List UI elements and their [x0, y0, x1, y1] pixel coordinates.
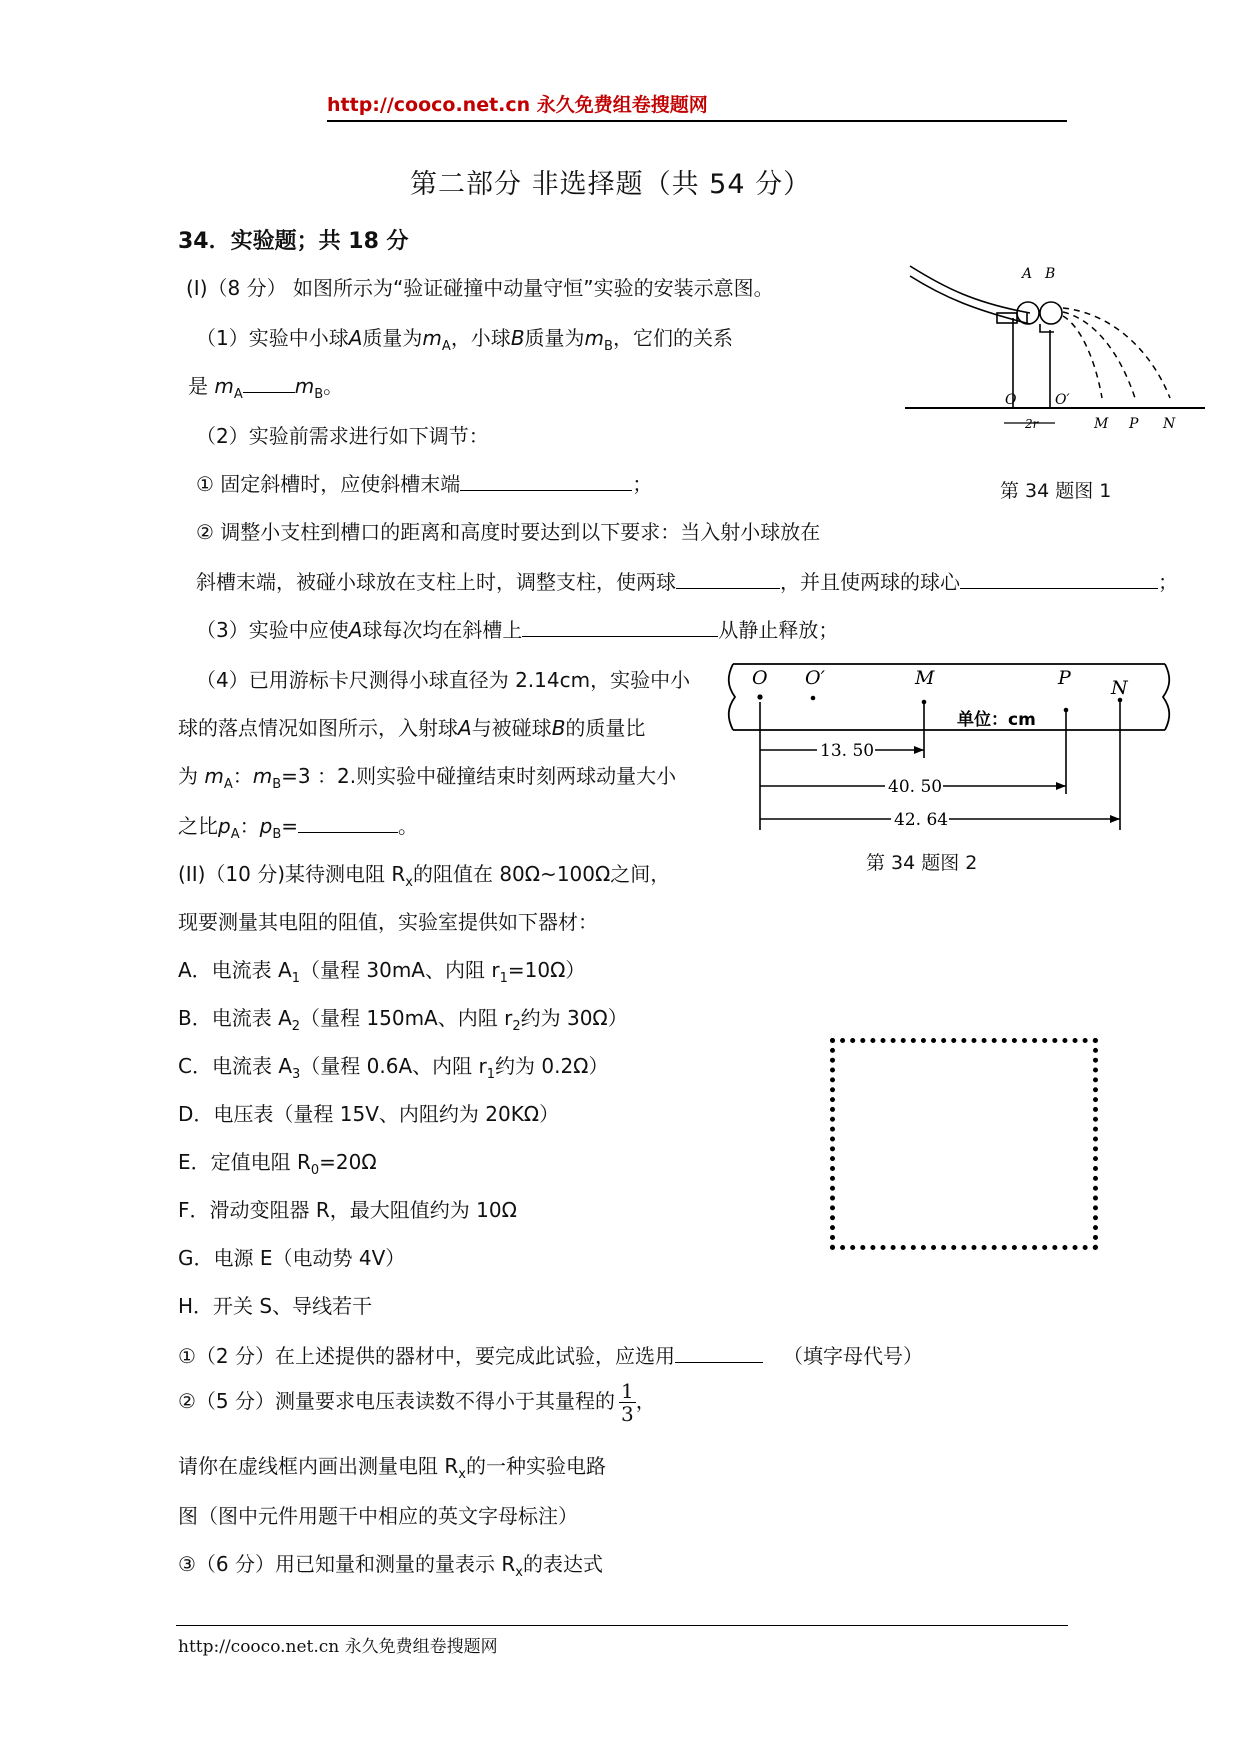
fig2-label-o-prime: O′: [805, 667, 825, 689]
item-d: D．电压表（量程 15V、内阻约为 20KΩ）: [178, 1102, 560, 1126]
part1-intro: (I)（8 分） 如图所示为“验证碰撞中动量守恒”实验的安装示意图。: [186, 276, 774, 300]
fig2-label-p: P: [1058, 667, 1071, 689]
footer-rule: [176, 1625, 1068, 1626]
q4-line4: 之比$p_A$：$p_B=$ 。: [178, 814, 418, 842]
sub-question-2-line2: 请你在虚线框内画出测量电阻 $R_x$的一种实验电路: [178, 1454, 606, 1482]
q1-line1: （1）实验中小球A质量为$m_A$，小球B质量为$m_B$，它们的关系: [196, 326, 733, 354]
q4-line3: 为 $m_A$：$m_B=3$ ：2.则实验中碰撞结束时刻两球动量大小: [178, 764, 677, 792]
q2-line: （2）实验前需求进行如下调节：: [196, 424, 489, 448]
tape-right-edge: [1163, 664, 1169, 730]
item-h: H．开关 S、导线若干: [178, 1294, 373, 1318]
sub-question-3: ③（6 分）用已知量和测量的量表示 $R_x$的表达式: [178, 1552, 603, 1580]
answer-blank-2[interactable]: [460, 472, 632, 491]
figure-2-landing-points: [725, 662, 1180, 834]
part2-intro-line2: 现要测量其电阻的阻值，实验室提供如下器材：: [178, 910, 598, 934]
answer-blank-4[interactable]: [960, 570, 1158, 589]
label-a: A: [1022, 266, 1033, 282]
part2-intro: (II)（10 分)某待测电阻 $R_x$的阻值在 80Ω~100Ω之间，: [178, 862, 671, 890]
sub-question-2: ②（5 分）测量要求电压表读数不得小于其量程的 $\frac{1}{3}$ ，: [178, 1379, 656, 1426]
question-heading: 34．实验题；共 18 分: [178, 229, 409, 254]
q1-line2: 是 $m_A$ $m_B$。: [188, 374, 344, 402]
item-b: B．电流表 $A_2$（量程 150mA、内阻 $r_2$约为 30Ω）: [178, 1006, 628, 1034]
figure-1-apparatus: [905, 258, 1215, 443]
answer-blank-3[interactable]: [676, 570, 780, 589]
figure-1-caption: 第 34 题图 1: [1000, 480, 1112, 502]
circuit-drawing-box[interactable]: [830, 1038, 1098, 1250]
label-p: P: [1129, 416, 1139, 432]
measure-om: 13. 50: [820, 741, 875, 761]
tape-left-edge: [729, 664, 735, 730]
header-link[interactable]: http://cooco.net.cn 永久免费组卷搜题网: [327, 94, 708, 116]
fig2-label-n: N: [1111, 677, 1128, 699]
fraction-one-third: $\frac{1}{3}$: [621, 1379, 634, 1426]
section-title: 第二部分 非选择题（共 54 分）: [410, 169, 812, 200]
answer-blank-1[interactable]: [243, 374, 295, 393]
ramp-lower-curve: [910, 276, 1030, 324]
q3-line: （3）实验中应使A球每次均在斜槽上 从静止释放；: [196, 618, 839, 642]
item-f: F．滑动变阻器 R，最大阻值约为 10Ω: [178, 1198, 517, 1222]
point-m: [922, 700, 927, 705]
item-a: A．电流表 $A_1$（量程 30mA、内阻 $r_1=10\Omega$）: [178, 958, 586, 986]
point-o: [757, 694, 762, 699]
q4-line2: 球的落点情况如图所示，入射球A与被碰球B的质量比: [178, 716, 646, 740]
label-m: M: [1094, 416, 1109, 432]
label-n: N: [1163, 416, 1176, 432]
sub-question-1: ①（2 分）在上述提供的器材中，要完成此试验，应选用 （填字母代号）: [178, 1344, 924, 1368]
q2-2b-line: 斜槽末端，被碰小球放在支柱上时，调整支柱，使两球 ，并且使两球的球心 ；: [196, 570, 1178, 594]
ball-b: [1040, 302, 1062, 324]
measure-on: 42. 64: [894, 810, 949, 830]
point-p: [1064, 708, 1069, 713]
answer-blank-6[interactable]: [298, 814, 398, 833]
trajectories: [1063, 308, 1170, 398]
footer-link[interactable]: http://cooco.net.cn 永久免费组卷搜题网: [178, 1637, 498, 1657]
item-g: G．电源 E（电动势 4V）: [178, 1246, 406, 1270]
q4-line1: （4）已用游标卡尺测得小球直径为 2.14cm，实验中小: [196, 668, 691, 692]
fig2-unit: 单位：cm: [957, 710, 1036, 730]
q2-1-line: ① 固定斜槽时，应使斜槽末端 ；: [196, 472, 653, 496]
sub-question-2-line3: 图（图中元件用题干中相应的英文字母标注）: [178, 1504, 578, 1528]
answer-blank-5[interactable]: [522, 618, 718, 637]
label-2r: 2r: [1025, 417, 1039, 431]
item-e: E．定值电阻 $R_0=20\Omega$: [178, 1150, 377, 1178]
label-o-prime: O′: [1055, 392, 1070, 408]
answer-blank-7[interactable]: [675, 1344, 763, 1363]
item-c: C．电流表 $A_3$（量程 0.6A、内阻 $r_1$约为 0.2Ω）: [178, 1054, 609, 1082]
point-o-prime: [811, 696, 816, 701]
header-rule: [327, 120, 1067, 122]
label-o: O: [1005, 392, 1017, 408]
fig2-label-o: O: [752, 667, 768, 689]
measure-op: 40. 50: [888, 777, 943, 797]
label-b: B: [1045, 266, 1056, 282]
fig2-label-m: M: [915, 667, 935, 689]
figure-2-caption: 第 34 题图 2: [866, 852, 978, 874]
q2-2-line: ② 调整小支柱到槽口的距离和高度时要达到以下要求：当入射小球放在: [196, 520, 821, 544]
